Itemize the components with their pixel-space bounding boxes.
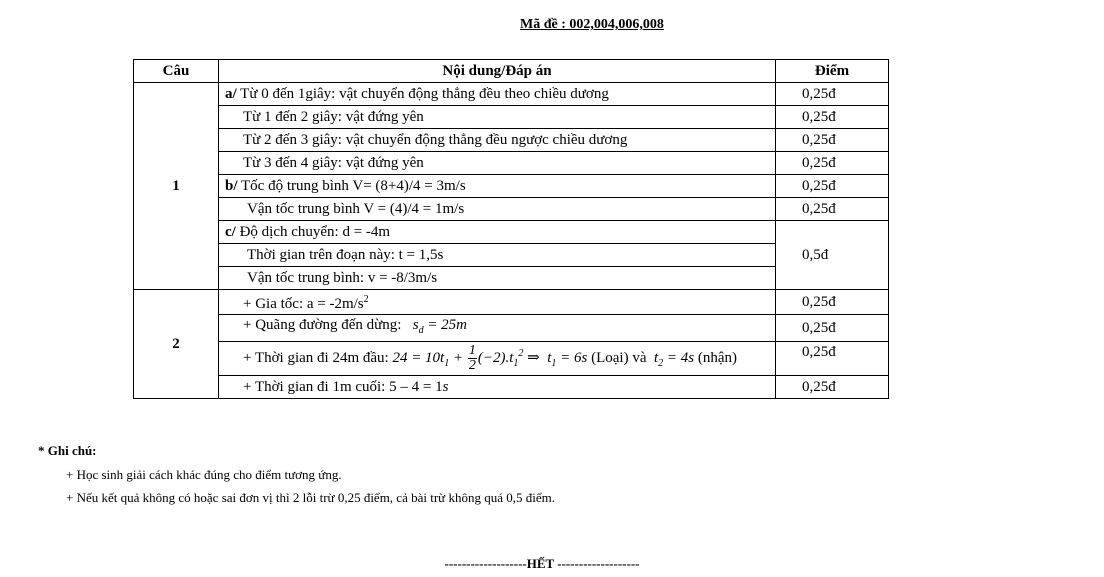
- q1-score-4: 0,25đ: [776, 152, 889, 175]
- table-row: [134, 342, 889, 376]
- q1-score-5: 0,25đ: [776, 175, 889, 198]
- notes-heading: * Ghi chú:: [38, 443, 97, 458]
- q2-r3-nhan: (nhận): [694, 349, 738, 366]
- q2-r3-pre: + Thời gian đi 24m đầu:: [243, 349, 389, 366]
- table-row: [134, 221, 889, 244]
- q2-r3: [219, 342, 776, 376]
- q1-a-prefix: a/: [225, 86, 237, 102]
- q1-b2: Vận tốc trung bình V = (4)/4 = 1m/s: [219, 198, 776, 221]
- q2-r3-plus: +: [449, 349, 467, 366]
- q2-r3-t2sub: 2: [658, 357, 664, 369]
- q2-r2-rest: = 25m: [423, 317, 468, 333]
- question-number-2: 2: [134, 290, 219, 399]
- q2-r3-fraction: [468, 344, 477, 373]
- q2-r4: [219, 376, 776, 399]
- q2-r3-loai: (Loại) và: [587, 349, 651, 366]
- q2-r3-t2-group: [654, 349, 695, 369]
- q2-r3-den: 2: [468, 358, 476, 373]
- q1-score-1: 0,25đ: [776, 83, 889, 106]
- table-row: [134, 267, 889, 290]
- table-row: [134, 106, 889, 129]
- q2-r2-math: [412, 317, 468, 336]
- q2-score-4: 0,25đ: [776, 376, 889, 399]
- q1-score-3: 0,25đ: [776, 129, 889, 152]
- q1-a1-text: Từ 0 đến 1giây: vật chuyển động thẳng đều theo chiều dương: [236, 86, 609, 102]
- q1-score-2: 0,25đ: [776, 106, 889, 129]
- table-row: [134, 83, 889, 106]
- q1-score-6: 0,25đ: [776, 198, 889, 221]
- note-1: + Học sinh giải cách khác đúng cho điểm tương ứng.: [66, 467, 342, 482]
- q2-score-3: 0,25đ: [776, 342, 889, 376]
- q1-c-prefix: c/: [225, 224, 236, 240]
- q2-r3-arrow: ⇒: [523, 349, 544, 366]
- header-diem: Điểm: [776, 60, 889, 83]
- q2-score-1: 0,25đ: [776, 290, 889, 315]
- end-marker: -------------------HẾT -------------------: [444, 556, 640, 571]
- q2-r4-text: + Thời gian đi 1m cuối: 5 – 4 = 1: [243, 379, 443, 395]
- table-row: [134, 152, 889, 175]
- q2-r3-sup2: 2: [518, 347, 524, 359]
- table-row: [134, 290, 889, 315]
- note-2: + Nếu kết quả không có hoặc sai đơn vị thì 2 lỗi trừ 0,25 điểm, cả bài trừ không quá 0,5 điểm.: [66, 490, 555, 505]
- q1-a1: [219, 83, 776, 106]
- q2-r1-text: + Gia tốc: a = -2m/s: [243, 296, 364, 312]
- q2-r3-t1val: = 6s: [556, 349, 588, 366]
- q2-r1: [219, 290, 776, 315]
- q1-c3: Vận tốc trung bình: v = -8/3m/s: [219, 267, 776, 290]
- q2-r3-t1: t: [547, 349, 552, 366]
- q2-r3-num: 1: [468, 343, 476, 358]
- q1-b1: [219, 175, 776, 198]
- q2-r3-t2val: = 4s: [663, 349, 695, 366]
- q2-r2-sub: d: [418, 325, 424, 336]
- q2-r1-sup: 2: [363, 294, 369, 305]
- table-row: [134, 376, 889, 399]
- q2-score-2: 0,25đ: [776, 315, 889, 342]
- table-row: [134, 129, 889, 152]
- q2-r3-sub1: 1: [444, 357, 450, 369]
- q2-r2: [219, 315, 776, 342]
- q2-r2-text: + Quãng đường đến dừng:: [243, 317, 402, 333]
- question-number-1: 1: [134, 83, 219, 290]
- q2-r3-t2: t: [654, 349, 659, 366]
- table-row: [134, 175, 889, 198]
- q1-c1-text: Độ dịch chuyển: d = -4m: [235, 224, 391, 240]
- table-row: [134, 315, 889, 342]
- q1-a2: Từ 1 đến 2 giây: vật đứng yên: [219, 106, 776, 129]
- header-noidung: Nội dung/Đáp án: [219, 60, 776, 83]
- table-header-row: [134, 60, 889, 83]
- q2-r2-s: s: [412, 317, 419, 333]
- q2-r3-equation: [392, 343, 588, 373]
- q2-r3-t1sub: 1: [551, 357, 557, 369]
- q1-a4: Từ 3 đến 4 giây: vật đứng yên: [219, 152, 776, 175]
- notes-section: [38, 443, 555, 513]
- q1-b-prefix: b/: [225, 178, 238, 194]
- header-cau: Câu: [134, 60, 219, 83]
- table-row: [134, 244, 889, 267]
- q2-r3-a: 24 = 10t: [392, 349, 445, 366]
- q1-a3: Từ 2 đến 3 giây: vật chuyển động thẳng đều ngược chiều dương: [219, 129, 776, 152]
- q2-r3-b: (−2).t: [477, 349, 514, 366]
- answer-table: [133, 59, 889, 399]
- q2-r3-sub2: 1: [513, 357, 519, 369]
- q1-score-7: 0,5đ: [776, 221, 889, 290]
- q2-r4-unit: s: [442, 379, 449, 395]
- exam-code-title: Mã đề : 002,004,006,008: [520, 17, 664, 32]
- q1-b1-text: Tốc độ trung bình V= (8+4)/4 = 3m/s: [237, 178, 466, 194]
- q1-c2: Thời gian trên đoạn này: t = 1,5s: [219, 244, 776, 267]
- q1-c1: [219, 221, 776, 244]
- table-row: [134, 198, 889, 221]
